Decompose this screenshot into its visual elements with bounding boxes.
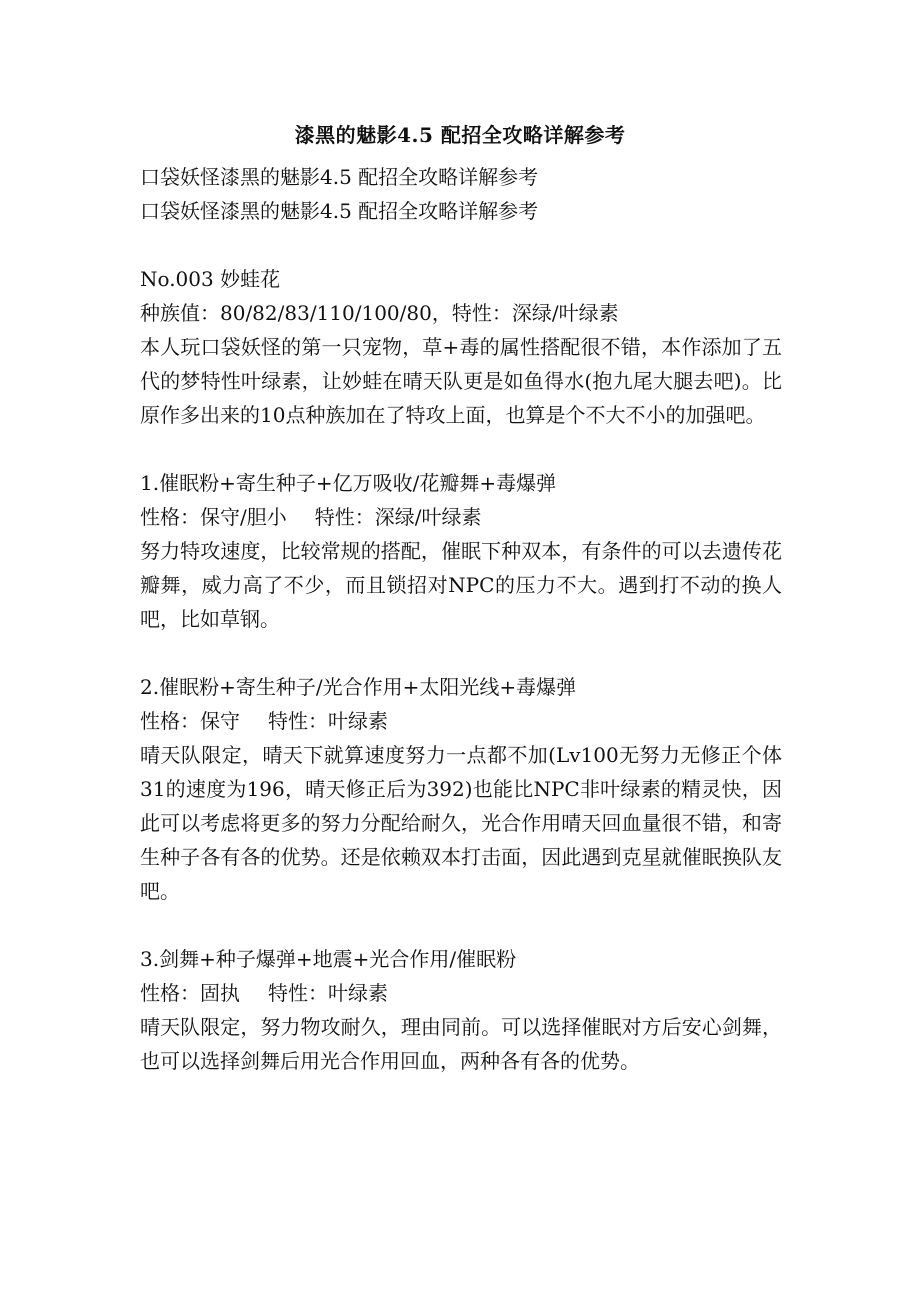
set-3-nature: 性格：固执 bbox=[140, 981, 240, 1005]
set-2-nature: 性格：保守 bbox=[140, 709, 240, 733]
set-1-ability: 特性：深绿/叶绿素 bbox=[314, 505, 482, 529]
pokemon-name: No.003 妙蛙花 bbox=[140, 267, 281, 291]
set-2-description: 晴天队限定，晴天下就算速度努力一点都不加(Lv100无努力无修正个体31的速度为196，晴天修正后为392)也能比NPC非叶绿素的精灵快，因此可以考虑将更多的努力分配给耐久，光合作用晴天回血量很不错，和寄生种子各有各的优势。还是依赖双本打击面，因此遇到克星就催眠换队友吧。 bbox=[140, 743, 782, 903]
set-1-description: 努力特攻速度，比较常规的搭配，催眠下种双本，有条件的可以去遗传花瓣舞，威力高了不少，而且锁招对NPC的压力不大。遇到打不动的换人吧，比如草钢。 bbox=[140, 539, 782, 631]
blank-line bbox=[140, 636, 782, 670]
blank-line bbox=[140, 432, 782, 466]
pokemon-stats: 种族值：80/82/83/110/100/80，特性：深绿/叶绿素 bbox=[140, 301, 619, 325]
pokemon-intro: 本人玩口袋妖怪的第一只宠物，草+毒的属性搭配很不错，本作添加了五代的梦特性叶绿素，让妙蛙在晴天队更是如鱼得水(抱九尾大腿去吧)。比原作多出来的10点种族加在了特攻上面，也算是个不大不小的加强吧。 bbox=[140, 335, 782, 427]
blank-line bbox=[140, 228, 782, 262]
document-title: 漆黑的魅影4.5 配招全攻略详解参考 bbox=[294, 123, 626, 147]
set-2-ability: 特性：叶绿素 bbox=[268, 709, 388, 733]
set-2-properties bbox=[140, 704, 782, 738]
set-3-moves: 3.剑舞+种子爆弹+地震+光合作用/催眠粉 bbox=[140, 947, 517, 971]
document-body bbox=[140, 160, 782, 1078]
set-1-nature: 性格：保守/胆小 bbox=[140, 505, 287, 529]
blank-line bbox=[140, 908, 782, 942]
set-3-properties bbox=[140, 976, 782, 1010]
subtitle-line-1: 口袋妖怪漆黑的魅影4.5 配招全攻略详解参考 bbox=[140, 165, 539, 189]
set-1-moves: 1.催眠粉+寄生种子+亿万吸收/花瓣舞+毒爆弹 bbox=[140, 471, 557, 495]
set-3-description: 晴天队限定，努力物攻耐久，理由同前。可以选择催眠对方后安心剑舞，也可以选择剑舞后用光合作用回血，两种各有各的优势。 bbox=[140, 1015, 782, 1073]
set-3-ability: 特性：叶绿素 bbox=[268, 981, 388, 1005]
subtitle-line-2: 口袋妖怪漆黑的魅影4.5 配招全攻略详解参考 bbox=[140, 199, 539, 223]
set-1-properties bbox=[140, 500, 782, 534]
set-2-moves: 2.催眠粉+寄生种子/光合作用+太阳光线+毒爆弹 bbox=[140, 675, 577, 699]
